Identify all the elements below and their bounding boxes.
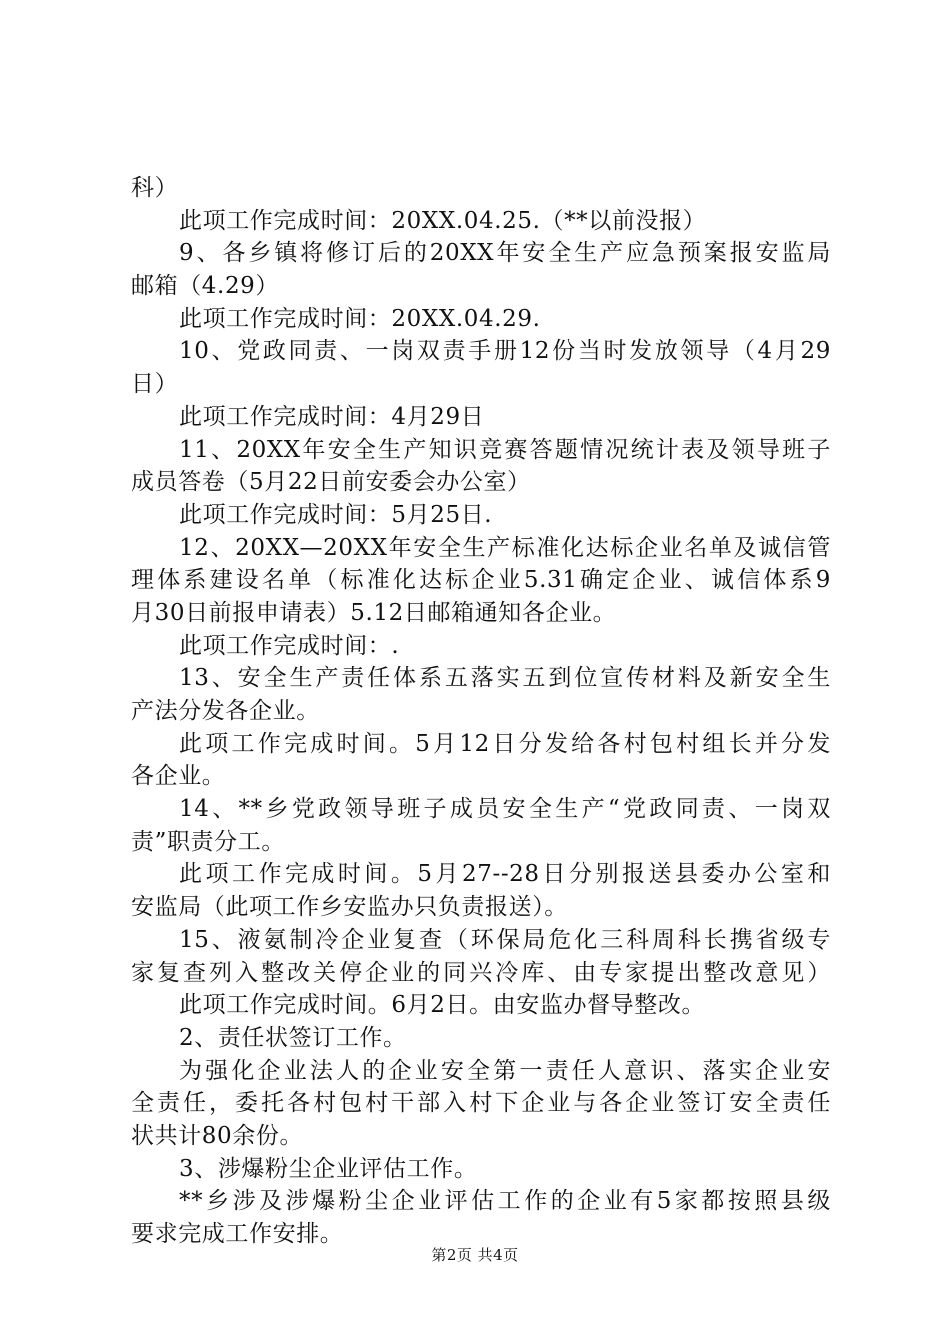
text-line: 此项工作完成时间。5月27--28日分别报送县委办公室和 [179,861,831,888]
text-line: 理体系建设名单（标准化达标企业5.31确定企业、诚信体系9 [131,567,831,594]
text-line: 为强化企业法人的企业安全第一责任人意识、落实企业安 [179,1057,831,1084]
text-line: 此项工作完成时间。5月12日分发给各村包村组长并分发 [179,730,831,757]
text-line: 此项工作完成时间：4月29日 [179,403,485,430]
text-line: 12、20XX—20XX年安全生产标准化达标企业名单及诚信管 [179,534,831,561]
document-body [131,172,831,1251]
text-line: 11、20XX年安全生产知识竞赛答题情况统计表及领导班子 [179,436,831,463]
text-line: 此项工作完成时间：. [179,632,400,659]
text-line: 产法分发各企业。 [131,698,320,724]
page-number-label: 第2页 共4页 [431,1246,519,1264]
text-line: 月30日前报申请表）5.12日邮箱通知各企业。 [131,599,617,626]
text-line: 9、各乡镇将修订后的20XX年安全生产应急预案报安监局 [179,240,831,267]
text-line: 此项工作完成时间：5月25日. [179,501,493,528]
text-line: 科） [131,175,179,201]
text-line: 日） [131,371,179,398]
text-line: 各企业。 [131,763,226,790]
text-line: 责”职责分工。 [131,828,285,855]
text-line: 此项工作完成时间：20XX.04.25.（**以前没报） [179,207,707,234]
text-line: 此项工作完成时间。6月2日。由安监办督导整改。 [179,992,706,1019]
text-line: 13、安全生产责任体系五落实五到位宣传材料及新安全生 [179,665,831,692]
text-line: 成员答卷（5月22日前安委会办公室） [131,469,531,496]
text-line: 2、责任状签订工作。 [179,1024,407,1051]
text-line: 状共计80余份。 [131,1122,304,1149]
text-line: 安监局（此项工作乡安监办只负责报送）。 [131,894,568,921]
text-line: **乡涉及涉爆粉尘企业评估工作的企业有5家都按照县级 [179,1188,831,1215]
text-line: 邮箱（4.29） [131,273,280,300]
page-footer [0,1245,950,1265]
text-line: 全责任，委托各村包村干部入村下企业与各企业签订安全责任 [131,1090,831,1117]
text-line: 14、**乡党政领导班子成员安全生产“党政同责、一岗双 [179,796,831,823]
text-line: 3、涉爆粉尘企业评估工作。 [179,1155,478,1182]
text-line: 此项工作完成时间：20XX.04.29. [179,305,541,332]
text-line: 家复查列入整改关停企业的同兴冷库、由专家提出整改意见） [131,959,831,986]
text-line: 10、党政同责、一岗双责手册12份当时发放领导（4月29 [179,338,831,365]
text-line: 要求完成工作安排。 [131,1221,344,1247]
text-line: 15、液氨制冷企业复查（环保局危化三科周科长携省级专 [179,926,831,953]
